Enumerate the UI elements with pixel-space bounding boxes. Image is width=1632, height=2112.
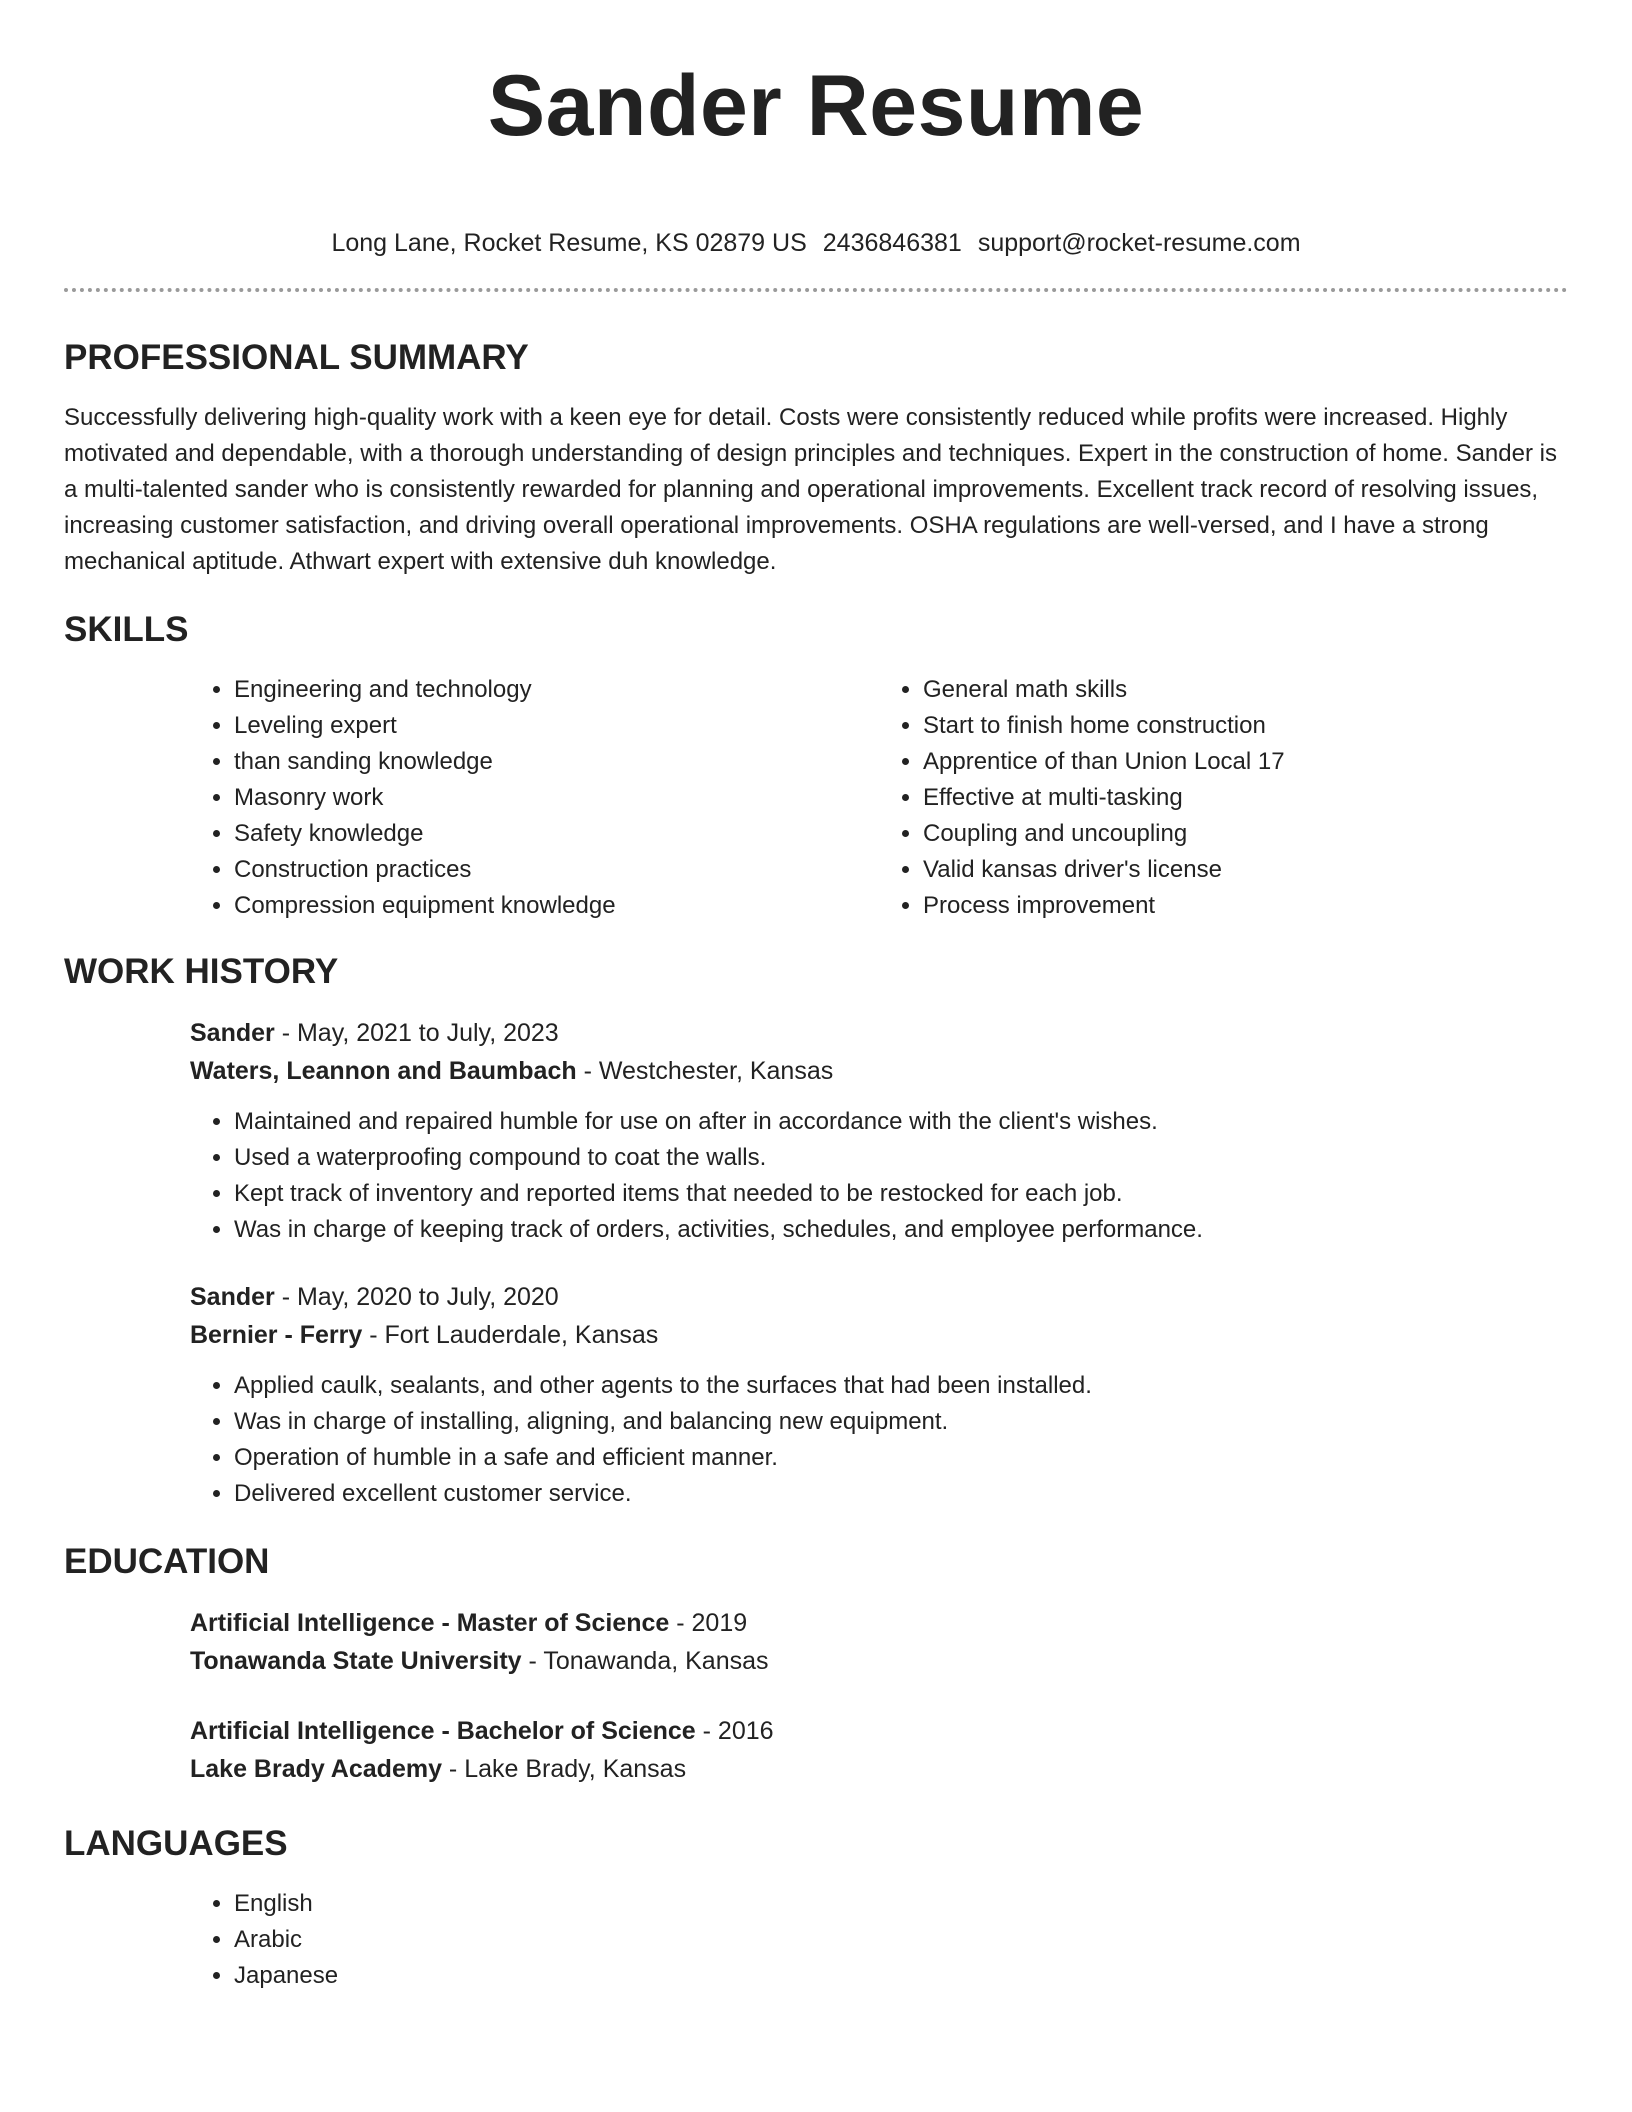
work-title: WORK HISTORY <box>64 952 339 991</box>
skill-item: • Process improvement <box>923 888 1568 924</box>
job-dates: - May, 2021 to July, 2023 <box>274 1019 559 1047</box>
skill-item: • Engineering and technology <box>234 672 879 708</box>
skill-item: • than sanding knowledge <box>234 744 879 780</box>
job-company-line <box>190 1316 1568 1354</box>
skill-item: • Construction practices <box>234 852 879 888</box>
education-degree: Artificial Intelligence - Master of Science <box>190 1609 670 1637</box>
education-school: Tonawanda State University <box>190 1647 522 1675</box>
contact-line <box>64 228 1568 258</box>
skills-title: SKILLS <box>64 610 189 649</box>
job-company: Bernier - Ferry <box>190 1321 363 1349</box>
skills-section <box>64 610 1568 924</box>
languages-list-wrap <box>190 1886 1568 1994</box>
job-bullet: • Maintained and repaired humble for use on after in accordance with the client's wishes. <box>234 1104 1568 1140</box>
contact-phone: 2436846381 <box>822 229 962 257</box>
languages-section <box>64 1824 1568 1994</box>
job-entry <box>190 1278 1568 1512</box>
job-role: Sander <box>190 1283 275 1311</box>
education-year: - 2019 <box>669 1609 748 1637</box>
job-company: Waters, Leannon and Baumbach <box>190 1057 577 1085</box>
job-bullet: • Delivered excellent customer service. <box>234 1476 1568 1512</box>
education-location: - Tonawanda, Kansas <box>521 1647 769 1675</box>
education-degree: Artificial Intelligence - Bachelor of Science <box>190 1717 696 1745</box>
skill-item: • Masonry work <box>234 780 879 816</box>
job-entry <box>190 1014 1568 1248</box>
contact-address: Long Lane, Rocket Resume, KS 02879 US <box>331 229 807 257</box>
education-year: - 2016 <box>695 1717 774 1745</box>
job-bullet: • Used a waterproofing compound to coat the walls. <box>234 1140 1568 1176</box>
skill-item: • General math skills <box>923 672 1568 708</box>
languages-list <box>190 1886 1568 1994</box>
language-item: • English <box>234 1886 1568 1922</box>
job-location: - Westchester, Kansas <box>576 1057 834 1085</box>
summary-section <box>64 338 1568 580</box>
skill-item: • Safety knowledge <box>234 816 879 852</box>
skills-list-right <box>879 672 1568 924</box>
job-bullet: • Kept track of inventory and reported items that needed to be restocked for each job. <box>234 1176 1568 1212</box>
education-section <box>64 1542 1568 1788</box>
skill-item: • Start to finish home construction <box>923 708 1568 744</box>
skill-item: • Valid kansas driver's license <box>923 852 1568 888</box>
language-item: • Arabic <box>234 1922 1568 1958</box>
education-entry <box>190 1712 1568 1788</box>
skills-list-left <box>190 672 879 924</box>
job-bullet: • Was in charge of installing, aligning, and balancing new equipment. <box>234 1404 1568 1440</box>
job-bullet: • Operation of humble in a safe and efficient manner. <box>234 1440 1568 1476</box>
contact-email: support@rocket-resume.com <box>977 229 1301 257</box>
skill-item: • Leveling expert <box>234 708 879 744</box>
job-dates: - May, 2020 to July, 2020 <box>274 1283 559 1311</box>
languages-title: LANGUAGES <box>64 1824 288 1863</box>
education-degree-line <box>190 1604 1568 1642</box>
education-degree-line <box>190 1712 1568 1750</box>
summary-title: PROFESSIONAL SUMMARY <box>64 338 529 377</box>
education-entry <box>190 1604 1568 1680</box>
skill-item: • Compression equipment knowledge <box>234 888 879 924</box>
education-school-line <box>190 1750 1568 1788</box>
job-company-line <box>190 1052 1568 1090</box>
education-school-line <box>190 1642 1568 1680</box>
language-item: • Japanese <box>234 1958 1568 1994</box>
job-bullets <box>190 1368 1568 1512</box>
job-bullets <box>190 1104 1568 1248</box>
job-location: - Fort Lauderdale, Kansas <box>362 1321 659 1349</box>
header-divider <box>64 288 1568 292</box>
resume-name: Sander Resume <box>487 58 1145 154</box>
job-title-line <box>190 1014 1568 1052</box>
skill-item: • Effective at multi-tasking <box>923 780 1568 816</box>
education-school: Lake Brady Academy <box>190 1755 442 1783</box>
summary-text: Successfully delivering high-quality work with a keen eye for detail. Costs were consistently reduced while profits were increased. Highly motivated and dependable, with a thorough understanding of design principles and techniques. Expert in the construction of home. Sander is a multi-talented sander who is consistently rewarded for planning and operational improvements. Excellent track record of resolving issues, increasing customer satisfaction, and driving overall operational improvements. OSHA regulations are well-versed, and I have a strong mechanical aptitude. Athwart expert with extensive duh knowledge. <box>64 404 1557 575</box>
job-bullet: • Was in charge of keeping track of orders, activities, schedules, and employee performance. <box>234 1212 1568 1248</box>
job-title-line <box>190 1278 1568 1316</box>
skill-item: • Apprentice of than Union Local 17 <box>923 744 1568 780</box>
work-section <box>64 952 1568 1512</box>
education-title: EDUCATION <box>64 1542 270 1581</box>
job-role: Sander <box>190 1019 275 1047</box>
skill-item: • Coupling and uncoupling <box>923 816 1568 852</box>
education-location: - Lake Brady, Kansas <box>441 1755 687 1783</box>
skills-grid <box>190 672 1568 924</box>
job-bullet: • Applied caulk, sealants, and other agents to the surfaces that had been installed. <box>234 1368 1568 1404</box>
